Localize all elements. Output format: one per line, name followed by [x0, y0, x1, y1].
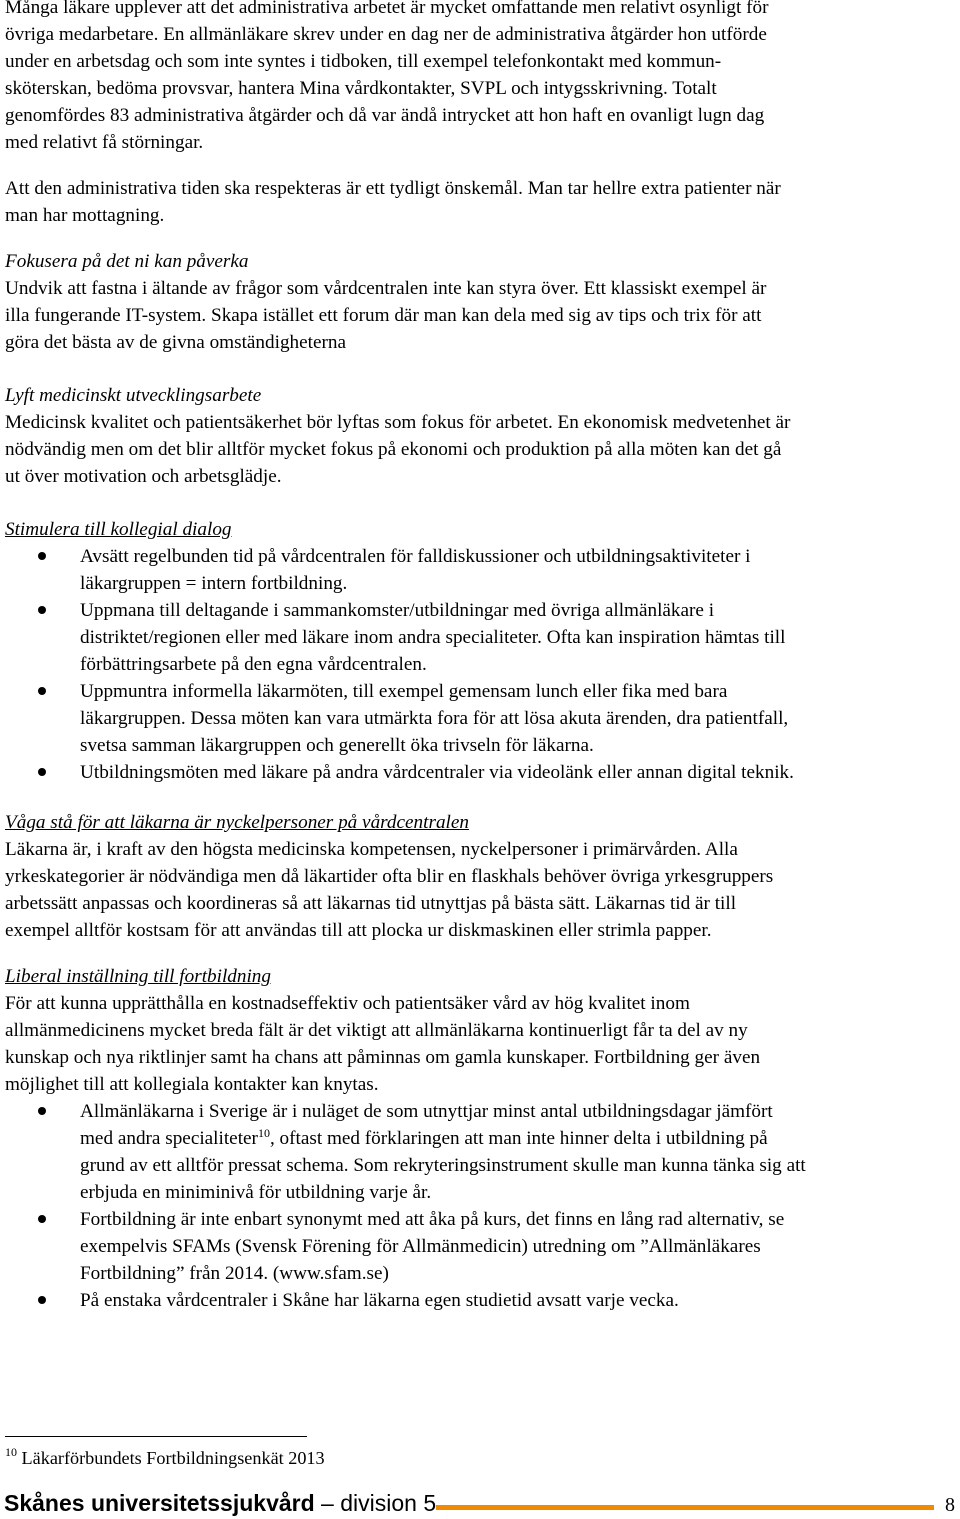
bullet-dot-icon — [38, 1296, 46, 1304]
key-line-1: Läkarna är, i kraft av den högsta medicinska kompetensen, nyckelpersoner i primärvården. Alla — [5, 839, 738, 860]
page-body — [5, 0, 955, 1314]
training-bullet-1-line-2-end: , oftast med förklaringen att man inte hinner delta i utbildning på — [269, 1128, 768, 1149]
footnote — [5, 1446, 325, 1470]
dialog-bullet-1 — [5, 543, 955, 597]
training-bullet-2-line-3: Fortbildning” från 2014. (www.sfam.se) — [80, 1263, 389, 1284]
training-bullet-2-line-1: Fortbildning är inte enbart synonymt med att åka på kurs, det finns en lång rad alternativ, se — [80, 1209, 785, 1230]
footer-division: – division 5 — [314, 1490, 437, 1516]
bullet-dot-icon — [38, 687, 46, 695]
footer-accent-bar — [436, 1505, 934, 1510]
intro-p2-line-1: Att den administrativa tiden ska respekteras är ett tydligt önskemål. Man tar hellre extra patienter när — [5, 178, 781, 199]
training-bullet-3-line-1: På enstaka vårdcentraler i Skåne har läkarna egen studietid avsatt varje vecka. — [80, 1290, 679, 1311]
footnote-text: Läkarförbundets Fortbildningsenkät 2013 — [17, 1448, 325, 1468]
key-persons-paragraph — [5, 836, 955, 944]
training-line-1: För att kunna upprätthålla en kostnadseffektiv och patientsäker vård av hög kvalitet inom — [5, 993, 690, 1014]
dialog-bullet-list — [5, 543, 955, 786]
dialog-bullet-2 — [5, 597, 955, 678]
dialog-bullet-4 — [5, 759, 955, 786]
footnote-number: 10 — [5, 1445, 17, 1459]
quality-line-1: Medicinsk kvalitet och patientsäkerhet bör lyftas som fokus för arbetet. En ekonomisk medvetenhet är — [5, 412, 791, 433]
quality-line-3: ut över motivation och arbetsglädje. — [5, 466, 282, 487]
intro-p1-line-2: övriga medarbetare. En allmänläkare skrev under en dag ner de administrativa åtgärder hon utförde — [5, 24, 767, 45]
footer-brand-name: Skånes universitetssjukvård — [4, 1490, 315, 1516]
training-bullet-list-continued — [5, 1206, 955, 1314]
focus-paragraph — [5, 275, 955, 356]
dialog-bullet-4-line-1: Utbildningsmöten med läkare på andra vårdcentraler via videolänk eller annan digital teknik. — [80, 762, 794, 783]
dialog-bullet-3 — [5, 678, 955, 759]
training-bullet-3 — [5, 1287, 955, 1314]
focus-line-1: Undvik att fastna i ältande av frågor som vårdcentralen inte kan styra över. Ett klassiskt exempel är — [5, 278, 767, 299]
intro-paragraph-1 — [5, 0, 955, 156]
intro-paragraph-2 — [5, 175, 955, 229]
heading-quality: Lyft medicinskt utvecklingsarbete — [5, 385, 262, 406]
bullet-dot-icon — [38, 768, 46, 776]
training-line-4: möjlighet till att kollegiala kontakter kan knytas. — [5, 1074, 379, 1095]
page-number: 8 — [945, 1494, 955, 1516]
quality-paragraph — [5, 409, 955, 490]
intro-p2-line-2: man har mottagning. — [5, 205, 165, 226]
heading-dialog: Stimulera till kollegial dialog — [5, 519, 232, 540]
intro-p1-line-1: Många läkare upplever att det administrativa arbetet är mycket omfattande men relativt osynligt för — [5, 0, 769, 18]
key-line-2: yrkeskategorier är nödvändiga men då läkartider ofta blir en flaskhals behöver övriga yrkesgruppers — [5, 866, 774, 887]
footer-brand — [4, 1489, 436, 1517]
heading-training: Liberal inställning till fortbildning — [5, 966, 271, 987]
dialog-bullet-2-line-3: förbättringsarbete på den egna vårdcentralen. — [80, 654, 427, 675]
training-bullet-1-line-1: Allmänläkarna i Sverige är i nuläget de som utnyttjar minst antal utbildningsdagar jämfört — [80, 1101, 773, 1122]
dialog-bullet-3-line-3: svetsa samman läkargruppen och generellt öka trivseln för läkarna. — [80, 735, 594, 756]
dialog-bullet-3-line-2: läkargruppen. Dessa möten kan vara utmärkta fora för att lösa akuta ärenden, dra patientfall, — [80, 708, 789, 729]
training-paragraph — [5, 990, 955, 1098]
intro-p1-line-4: sköterskan, bedöma provsvar, hantera Mina vårdkontakter, SVPL och intygsskrivning. Totalt — [5, 78, 717, 99]
key-line-4: exempel alltför kostsam för att användas till att plocka ur diskmaskinen eller strimla papper. — [5, 920, 712, 941]
dialog-bullet-2-line-1: Uppmana till deltagande i sammankomster/utbildningar med övriga allmänläkare i — [80, 600, 715, 621]
footnote-reference: 10 — [257, 1126, 270, 1140]
dialog-bullet-2-line-2: distriktet/regionen eller med läkare inom andra specialiteter. Ofta kan inspiration hämtas till — [80, 627, 786, 648]
intro-p1-line-5: genomfördes 83 administrativa åtgärder och då var ändå intrycket att hon haft en ovanligt lugn dag — [5, 105, 765, 126]
key-line-3: arbetssätt anpassas och koordineras så att läkarnas tid utnyttjas på bästa sätt. Läkarnas tid är till — [5, 893, 737, 914]
focus-line-2: illa fungerande IT-system. Skapa istället ett forum där man kan dela med sig av tips och trix för att — [5, 305, 762, 326]
bullet-dot-icon — [38, 606, 46, 614]
dialog-bullet-1-line-1: Avsätt regelbunden tid på vårdcentralen för falldiskussioner och utbildningsaktiviteter i — [80, 546, 751, 567]
training-bullet-1-line-2-start: med andra specialiteter — [80, 1128, 258, 1149]
training-bullet-2 — [5, 1206, 955, 1287]
footnote-divider — [5, 1436, 307, 1437]
dialog-bullet-3-line-1: Uppmuntra informella läkarmöten, till exempel gemensam lunch eller fika med bara — [80, 681, 728, 702]
training-bullet-1-line-3: grund av ett alltför pressat schema. Som rekryteringsinstrument skulle man kunna tänka sig att — [80, 1155, 806, 1176]
training-bullet-list — [5, 1098, 955, 1206]
training-bullet-1 — [5, 1098, 955, 1206]
training-line-3: kunskap och nya riktlinjer samt ha chans att påminnas om gamla kunskaper. Fortbildning ger även — [5, 1047, 761, 1068]
dialog-bullet-1-line-2: läkargruppen = intern fortbildning. — [80, 573, 348, 594]
heading-key-persons: Våga stå för att läkarna är nyckelpersoner på vårdcentralen — [5, 812, 469, 833]
training-bullet-1-line-4: erbjuda en miniminivå för utbildning varje år. — [80, 1182, 432, 1203]
heading-focus: Fokusera på det ni kan påverka — [5, 251, 249, 272]
training-line-2: allmänmedicinens mycket breda fält är det viktigt att allmänläkarna kontinuerligt får ta del av ny — [5, 1020, 748, 1041]
bullet-dot-icon — [38, 1107, 46, 1115]
bullet-dot-icon — [38, 1215, 46, 1223]
intro-p1-line-3: under en arbetsdag och som inte syntes i tidboken, till exempel telefonkontakt med kommun- — [5, 51, 722, 72]
training-bullet-2-line-2: exempelvis SFAMs (Svensk Förening för Allmänmedicin) utredning om ”Allmänläkares — [80, 1236, 761, 1257]
quality-line-2: nödvändig men om det blir alltför mycket fokus på ekonomi och produktion på alla möten kan det gå — [5, 439, 782, 460]
intro-p1-line-6: med relativt få störningar. — [5, 132, 204, 153]
focus-line-3: göra det bästa av de givna omständigheterna — [5, 332, 346, 353]
bullet-dot-icon — [38, 552, 46, 560]
